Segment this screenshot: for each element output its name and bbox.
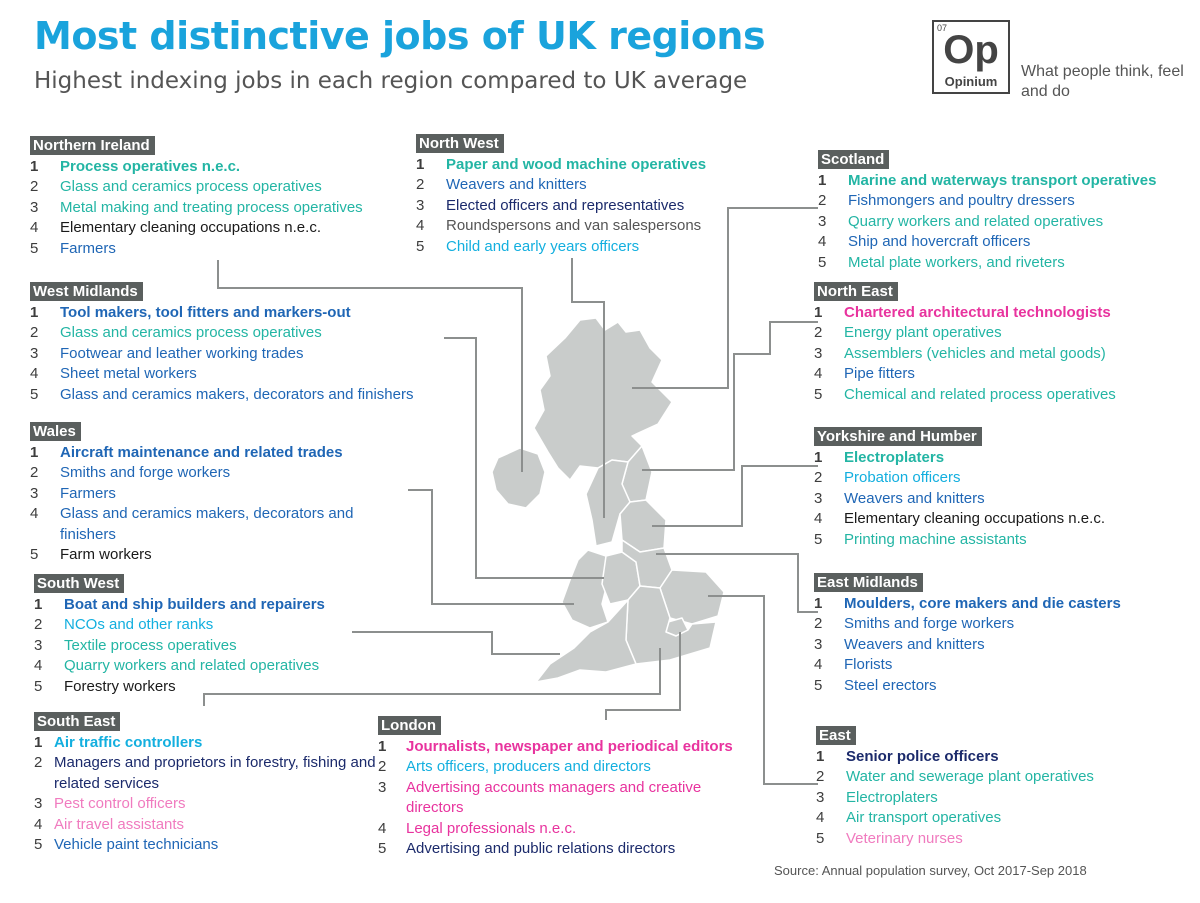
job-item-2: 2 Probation officers — [814, 469, 961, 487]
job-item-1: 1 Process operatives n.e.c. — [30, 158, 241, 175]
chart-subtitle: Highest indexing jobs in each region compared to UK average — [34, 68, 748, 94]
map-landmass — [492, 318, 724, 682]
job-item-1: 1 Electroplaters — [814, 449, 945, 466]
job-item-2: 2 Weavers and knitters — [416, 176, 587, 194]
region-northern-ireland — [492, 448, 545, 508]
source-note: Source: Annual population survey, Oct 2017-Sep 2018 — [774, 863, 1087, 878]
job-item-5: 5 Child and early years officers — [416, 237, 640, 255]
job-item-3: 3 Electroplaters — [816, 788, 938, 806]
job-item-2: 2 Glass and ceramics process operatives — [30, 178, 322, 196]
job-item-2: 2 Energy plant operatives — [814, 324, 1002, 342]
job-item-5: 5 Chemical and related process operatives — [814, 385, 1116, 403]
job-item-2: 2 Managers and proprietors in forestry, fishing and related services — [34, 754, 376, 792]
logo-element-symbol: Op — [943, 28, 999, 72]
job-item-3: 3 Quarry workers and related operatives — [818, 212, 1104, 230]
job-item-2: 2 Smiths and forge workers — [814, 615, 1015, 633]
region-wales-panel — [30, 422, 390, 565]
region-northern-ireland-panel — [30, 136, 420, 259]
job-item-3: 3 Farmers — [30, 484, 116, 502]
job-item-4: 4 Roundspersons and van salespersons — [416, 217, 702, 235]
job-item-5: 5 Metal plate workers, and riveters — [818, 253, 1065, 271]
region-wales — [562, 550, 608, 628]
job-item-3: 3 Metal making and treating process operatives — [30, 198, 363, 216]
region-london-panel — [378, 716, 770, 859]
job-item-2: 2 Glass and ceramics process operatives — [30, 324, 322, 342]
region-header: North East — [814, 282, 898, 301]
region-header: South West — [34, 574, 124, 593]
region-north-west-panel — [416, 134, 756, 257]
connector-yorkshire — [652, 466, 818, 526]
job-item-4: 4 Glass and ceramics makers, decorators and finishers — [30, 505, 354, 543]
logo-brand-name: Opinium — [944, 74, 998, 89]
region-header: East Midlands — [814, 573, 923, 592]
job-item-2: 2 NCOs and other ranks — [34, 616, 214, 634]
connector-north-east — [642, 322, 818, 470]
job-item-5: 5 Farmers — [30, 239, 116, 257]
job-item-4: 4 Elementary cleaning occupations n.e.c. — [30, 219, 321, 237]
job-item-5: 5 Glass and ceramics makers, decorators and finishers — [30, 385, 414, 403]
job-item-2: 2 Fishmongers and poultry dressers — [818, 192, 1075, 210]
job-item-4: 4 Air travel assistants — [34, 815, 185, 833]
job-item-3: 3 Advertising accounts managers and creative directors — [378, 778, 702, 817]
chart-title: Most distinctive jobs of UK regions — [34, 14, 766, 58]
connector-wales — [408, 490, 574, 604]
job-item-1: 1 Paper and wood machine operatives — [416, 156, 707, 173]
region-header: West Midlands — [30, 282, 143, 301]
region-header: Yorkshire and Humber — [814, 427, 982, 446]
region-east-panel — [816, 726, 1191, 849]
job-item-2: 2 Arts officers, producers and directors — [378, 758, 651, 776]
connector-south-west — [352, 632, 560, 654]
region-header: North West — [416, 134, 504, 153]
region-south-west-panel — [34, 574, 364, 697]
region-header: South East — [34, 712, 120, 731]
region-header: East — [816, 726, 856, 745]
region-west-midlands-panel — [30, 282, 450, 405]
job-item-4: 4 Ship and hovercraft officers — [818, 233, 1031, 251]
job-item-3: 3 Weavers and knitters — [814, 489, 985, 507]
region-north-east-panel — [814, 282, 1189, 405]
region-east-midlands-panel — [814, 573, 1189, 696]
region-south-east-panel — [34, 712, 378, 855]
job-item-1: 1 Journalists, newspaper and periodical editors — [378, 738, 733, 755]
job-item-1: 1 Marine and waterways transport operatives — [818, 172, 1157, 189]
job-item-3: 3 Elected officers and representatives — [416, 196, 685, 214]
job-item-3: 3 Textile process operatives — [34, 636, 237, 654]
job-item-4: 4 Elementary cleaning occupations n.e.c. — [814, 510, 1105, 528]
job-item-1: 1 Aircraft maintenance and related trades — [30, 444, 343, 461]
job-item-4: 4 Pipe fitters — [814, 365, 915, 383]
job-item-1: 1 Senior police officers — [816, 748, 999, 765]
job-item-5: 5 Veterinary nurses — [816, 829, 963, 847]
job-item-5: 5 Advertising and public relations directors — [378, 840, 676, 858]
job-item-2: 2 Smiths and forge workers — [30, 464, 231, 482]
job-item-2: 2 Water and sewerage plant operatives — [816, 768, 1094, 786]
job-item-4: 4 Legal professionals n.e.c. — [378, 819, 577, 837]
job-item-3: 3 Footwear and leather working trades — [30, 344, 304, 362]
region-header: Scotland — [818, 150, 889, 169]
job-item-1: 1 Tool makers, tool fitters and markers-out — [30, 304, 351, 321]
job-item-5: 5 Printing machine assistants — [814, 530, 1027, 548]
job-item-1: 1 Chartered architectural technologists — [814, 304, 1111, 321]
job-item-3: 3 Pest control officers — [34, 795, 186, 813]
job-item-4: 4 Quarry workers and related operatives — [34, 657, 320, 675]
job-item-4: 4 Florists — [814, 656, 893, 674]
job-item-1: 1 Boat and ship builders and repairers — [34, 596, 325, 613]
region-header: Wales — [30, 422, 81, 441]
logo-element-number: 07 — [937, 23, 948, 33]
logo-tagline: What people think, feel and do — [1021, 63, 1184, 100]
job-item-5: 5 Vehicle paint technicians — [34, 836, 219, 854]
job-item-1: 1 Moulders, core makers and die casters — [814, 595, 1121, 612]
job-item-4: 4 Air transport operatives — [816, 809, 1002, 827]
job-item-5: 5 Forestry workers — [34, 677, 176, 695]
job-item-5: 5 Steel erectors — [814, 676, 937, 694]
region-header: Northern Ireland — [30, 136, 155, 155]
job-item-1: 1 Air traffic controllers — [34, 734, 203, 751]
region-scotland-panel — [818, 150, 1193, 273]
region-yorkshire-panel — [814, 427, 1189, 550]
job-item-4: 4 Sheet metal workers — [30, 365, 197, 383]
job-item-3: 3 Assemblers (vehicles and metal goods) — [814, 344, 1106, 362]
job-item-3: 3 Weavers and knitters — [814, 635, 985, 653]
region-header: London — [378, 716, 441, 735]
job-item-5: 5 Farm workers — [30, 546, 152, 564]
